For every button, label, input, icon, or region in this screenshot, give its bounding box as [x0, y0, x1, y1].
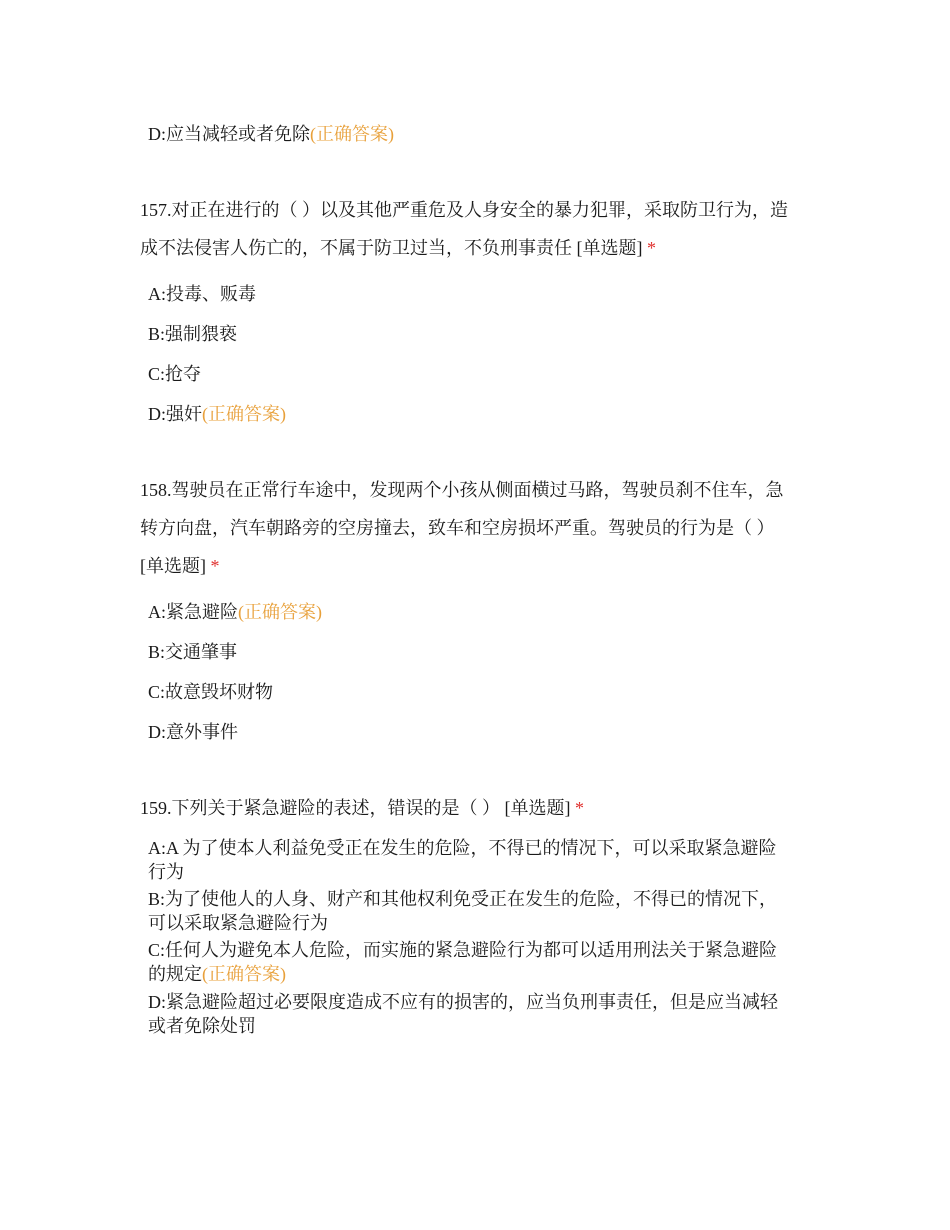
- option-b-line: B:为了使他人的人身、财产和其他权利免受正在发生的危险，不得已的情况下，: [148, 889, 778, 909]
- option-d-line: 或者免除处罚: [148, 1016, 256, 1036]
- option-a: A:投毒、贩毒: [148, 284, 256, 304]
- option-b: B:强制猥亵: [148, 324, 238, 344]
- option-text: D:强奸: [148, 404, 202, 424]
- option-d: [148, 402, 286, 426]
- correct-answer-tag: (正确答案): [310, 124, 394, 144]
- required-mark: *: [210, 556, 220, 576]
- option-text: 的规定: [148, 964, 202, 984]
- option-a: [148, 600, 322, 624]
- option-d: D:意外事件: [148, 722, 238, 742]
- prev-option-d: [148, 122, 394, 146]
- option-c-line: C:任何人为避免本人危险，而实施的紧急避险行为都可以适用刑法关于紧急避险: [148, 940, 778, 960]
- option-a-line: 行为: [148, 862, 184, 882]
- question-text: 159.下列关于紧急避险的表述，错误的是（ ） [单选题]: [140, 798, 571, 818]
- correct-answer-tag: (正确答案): [202, 964, 286, 984]
- option-c-line: [148, 962, 286, 986]
- option-b: B:交通肇事: [148, 642, 238, 662]
- question-text-line: [140, 554, 220, 578]
- required-mark: *: [575, 798, 584, 818]
- question-type: [单选题]: [140, 556, 206, 576]
- option-text: D:应当减轻或者免除: [148, 124, 310, 144]
- required-mark: *: [647, 238, 656, 258]
- option-d-line: D:紧急避险超过必要限度造成不应有的损害的，应当负刑事责任，但是应当减轻: [148, 992, 778, 1012]
- correct-answer-tag: (正确答案): [202, 404, 286, 424]
- question-text-line: [140, 236, 656, 260]
- question-text-line: 157.对正在进行的（ ）以及其他严重危及人身安全的暴力犯罪，采取防卫行为，造: [140, 200, 788, 220]
- correct-answer-tag: (正确答案): [238, 602, 322, 622]
- question-text-line: 转方向盘，汽车朝路旁的空房撞去，致车和空房损坏严重。驾驶员的行为是（ ）: [140, 518, 775, 538]
- option-c: C:故意毁坏财物: [148, 682, 274, 702]
- option-text: A:紧急避险: [148, 602, 238, 622]
- question-text-line: 158.驾驶员在正常行车途中，发现两个小孩从侧面横过马路，驾驶员刹不住车，急: [140, 480, 784, 500]
- option-b-line: 可以采取紧急避险行为: [148, 913, 328, 933]
- question-text-line: [140, 796, 584, 820]
- option-c: C:抢夺: [148, 364, 202, 384]
- question-text: 成不法侵害人伤亡的，不属于防卫过当，不负刑事责任 [单选题]: [140, 238, 643, 258]
- option-a-line: A:A 为了使本人利益免受正在发生的危险，不得已的情况下，可以采取紧急避险: [148, 838, 777, 858]
